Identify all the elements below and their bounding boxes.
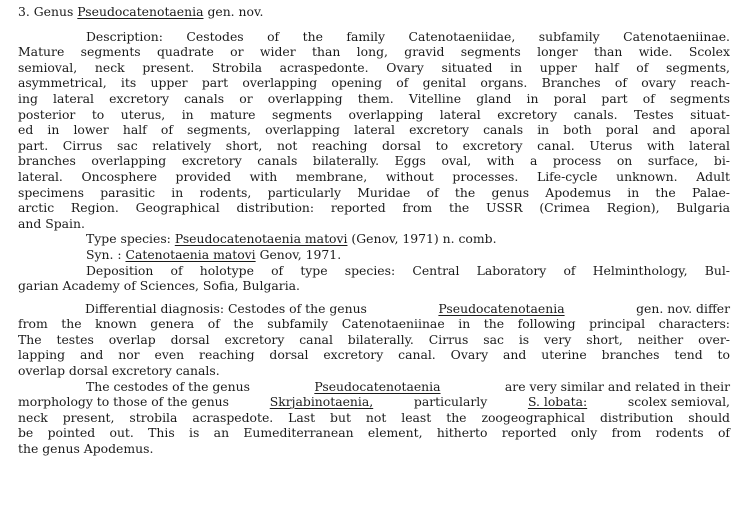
description-line: lateral. Oncosphere provided with membrane, without processes. Life-cycle unknown. Adult bbox=[18, 168, 730, 184]
comparison-intro-end: are very similar and related in their bbox=[504, 378, 730, 394]
genus-name: Skrjabinotaenia, bbox=[269, 394, 374, 410]
type-species-name: Pseudocatenotaenia matovi bbox=[174, 231, 348, 247]
synonym-name: Catenotaenia matovi bbox=[125, 246, 256, 262]
genus-name: Pseudocatenotaenia bbox=[77, 4, 204, 19]
description-line: semioval, neck present. Strobila acraspedonte. Ovary situated in upper half of segments, bbox=[18, 59, 730, 75]
description-line: part. Cirrus sac relatively short, not reaching dorsal to excretory canal. Uterus with lateral bbox=[18, 137, 730, 153]
type-species-label: Type species: bbox=[86, 231, 171, 247]
species-name: S. lobata: bbox=[527, 394, 588, 410]
synonym-authority: Genov, 1971. bbox=[259, 246, 342, 262]
type-species-authority: (Genov, 1971) n. comb. bbox=[351, 231, 497, 247]
comparison-intro: The cestodes of the genus bbox=[86, 378, 250, 394]
comparison-line: be pointed out. This is an Eumediterranean element, hitherto reported only from rodents of bbox=[18, 425, 730, 441]
deposition-line: garian Academy of Sciences, Sofia, Bulgaria. bbox=[18, 278, 300, 294]
differential-line: lapping and nor even reaching dorsal excretory canal. Ovary and uterine branches tend to bbox=[18, 347, 730, 363]
description-line: Mature segments quadrate or wider than long, gravid segments longer than wide. Scolex bbox=[18, 44, 730, 60]
comparison-line: neck present, strobila acraspedote. Last but not least the zoogeographical distribution should bbox=[18, 409, 730, 425]
description-line: specimens parasitic in rodents, particularly Muridae of the genus Apodemus in the Palae- bbox=[18, 184, 730, 200]
differential-line: from the known genera of the subfamily Catenotaeniinae in the following principal characters: bbox=[18, 316, 730, 332]
comparison-text: morphology to those of the genus bbox=[18, 394, 230, 410]
section-number: 3. bbox=[18, 4, 30, 19]
comparison-paragraph bbox=[18, 379, 730, 457]
differential-line: overlap dorsal excretory canals. bbox=[18, 363, 220, 379]
synonym-label: Syn. : bbox=[86, 246, 122, 262]
heading-suffix: gen. nov. bbox=[207, 4, 264, 19]
genus-name: Pseudocatenotaenia bbox=[438, 300, 565, 316]
description-line: Description: Cestodes of the family Catenotaeniidae, subfamily Catenotaeniinae. bbox=[86, 28, 730, 44]
description-line: asymmetrical, its upper part overlapping opening of genital organs. Branches of ovary reach- bbox=[18, 75, 730, 91]
description-line: ed in lower half of segments, overlapping lateral excretory canals in both poral and aporal bbox=[18, 122, 730, 138]
deposition-paragraph bbox=[18, 263, 730, 294]
section-heading bbox=[18, 4, 730, 20]
genus-name: Pseudocatenotaenia bbox=[314, 378, 441, 394]
differential-line: The testes overlap dorsal excretory canal bilaterally. Cirrus sac is very short, neither over- bbox=[18, 331, 730, 347]
comparison-line: the genus Apodemus. bbox=[18, 441, 154, 457]
deposition-line: Deposition of holotype of type species: Central Laboratory of Helminthology, Bul- bbox=[86, 262, 730, 278]
comparison-text: particularly bbox=[413, 394, 488, 410]
description-line: and Spain. bbox=[18, 215, 85, 231]
document-page bbox=[18, 4, 730, 457]
description-line: branches overlapping excretory canals bilaterally. Eggs oval, with a process on surface, bi- bbox=[18, 153, 730, 169]
synonym-line bbox=[18, 247, 730, 263]
heading-prefix: Genus bbox=[33, 4, 74, 19]
description-line: arctic Region. Geographical distribution: reported from the USSR (Crimea Region), Bulgaria bbox=[18, 200, 730, 216]
comparison-text: scolex semioval, bbox=[627, 394, 730, 410]
differential-paragraph bbox=[18, 301, 730, 379]
differential-intro: Differential diagnosis: Cestodes of the genus bbox=[85, 300, 367, 316]
type-species-line bbox=[18, 231, 730, 247]
differential-intro-end: gen. nov. differ bbox=[636, 300, 730, 316]
description-line: ing lateral excretory canals or overlapping them. Vitelline gland in poral part of segments bbox=[18, 90, 730, 106]
description-line: posterior to uterus, in mature segments overlapping lateral excretory canals. Testes situat- bbox=[18, 106, 730, 122]
description-paragraph bbox=[18, 29, 730, 232]
